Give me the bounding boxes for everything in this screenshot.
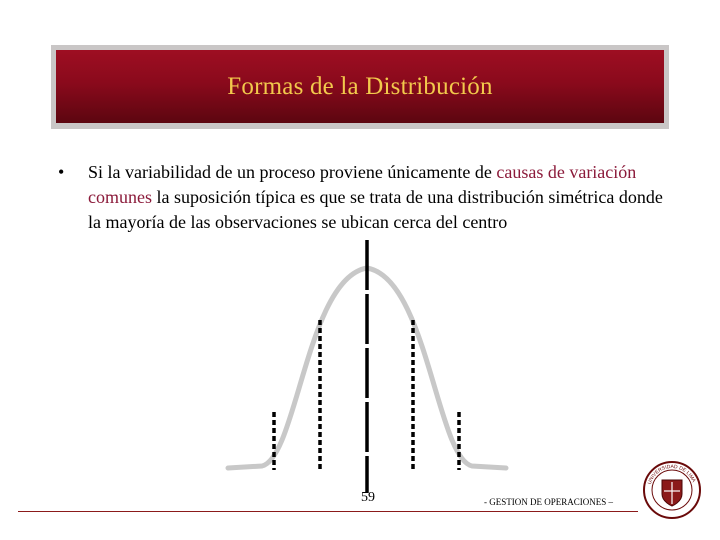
title-bar <box>56 50 664 123</box>
distribution-diagram <box>222 238 512 510</box>
bullet-highlight: causas de variación comunes <box>88 162 637 207</box>
footer-text: - GESTION DE OPERACIONES – <box>484 497 613 507</box>
bullet-symbol: • <box>58 162 65 182</box>
footer-divider <box>18 511 638 512</box>
seal-logo <box>642 460 702 520</box>
bullet-text-part2: la suposición típica es que se trata de una distribución simétrica donde la mayoría de las observaciones se ubican cerca del centro <box>88 187 663 232</box>
bullet-text <box>88 160 668 235</box>
bullet-text-part1: Si la variabilidad de un proceso proviene únicamente de <box>88 162 497 182</box>
svg-text:UNIVERSIDAD DE LIMA: UNIVERSIDAD DE LIMA <box>646 463 697 486</box>
page-number: 59 <box>361 490 375 505</box>
title-frame <box>51 45 669 129</box>
slide-title: Formas de la Distribución <box>227 72 493 100</box>
